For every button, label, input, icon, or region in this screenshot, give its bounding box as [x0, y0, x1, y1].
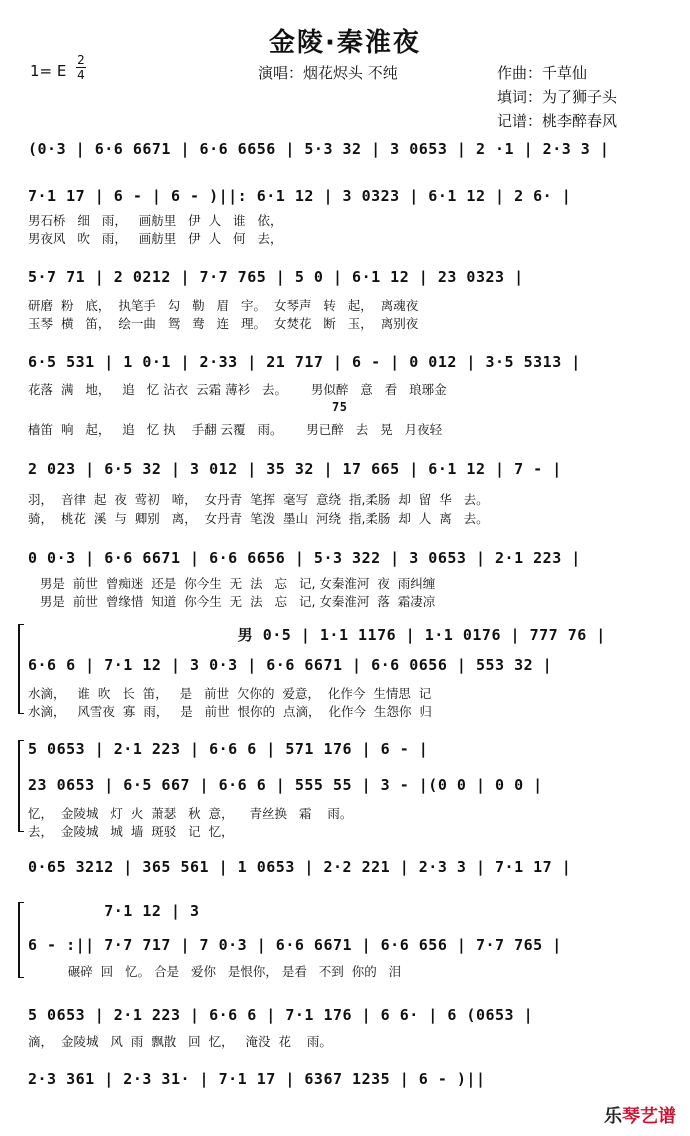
- lyric-line: 樯笛 响 起， 追 忆 执 手翻 云覆 雨。 男已醉 去 晃 月夜轻: [28, 422, 443, 437]
- transcriber-credit: 记谱：桃李醉春风: [497, 112, 618, 130]
- lyric-line: 忆， 金陵城 灯 火 萧瑟 秋 意， 青丝换 霜 雨。: [28, 806, 353, 821]
- lyric-line: 男夜风 吹 雨， 画舫里 伊 人 何 去，: [28, 231, 283, 246]
- notation-line: 5 0653 | 2·1 223 | 6·6 6 | 7·1 176 | 6 6· | 6 (0653 |: [28, 1006, 534, 1024]
- time-sig-top: 2: [77, 53, 85, 67]
- lyric-line: 水滴， 风雪夜 寡 雨， 是 前世 恨你的 点滴， 化作今 生怨你 归: [28, 704, 432, 719]
- notation-line: 2·3 361 | 2·3 31· | 7·1 17 | 6367 1235 | 6 - )||: [28, 1070, 486, 1088]
- lyricist-credit: 填词：为了狮子头: [497, 88, 618, 106]
- key-signature: 1= E: [30, 62, 67, 80]
- notation-line-upper: 5 0653 | 2·1 223 | 6·6 6 | 571 176 | 6 - |: [28, 740, 429, 758]
- lyric-line: 碾碎 回 忆。 合是 爱你 是恨你， 是看 不到 你的 泪: [28, 964, 402, 979]
- time-signature: [76, 54, 86, 81]
- lyric-line: 羽， 音律 起 夜 莺初 啼， 女丹青 笔挥 毫写 意绕 指,柔肠 却 留 华 去。: [28, 492, 489, 507]
- lyric-line: 滴， 金陵城 风 雨 飘散 回 忆， 淹没 花 雨。: [28, 1034, 332, 1049]
- notation-line-upper: 男 0·5 | 1·1 1176 | 1·1 0176 | 777 76 |: [28, 626, 606, 644]
- staff-brace: [18, 902, 24, 978]
- notation-line: 23 0653 | 6·5 667 | 6·6 6 | 555 55 | 3 - |(0 0 | 0 0 |: [28, 776, 543, 794]
- singer-credit: 演唱：烟花烬头 不纯: [258, 64, 398, 82]
- staff-brace: [18, 624, 24, 714]
- composer-credit: 作曲：千草仙: [497, 64, 588, 82]
- lyric-line: 水滴， 谁 吹 长 笛， 是 前世 欠你的 爱意， 化作今 生情思 记: [28, 686, 432, 701]
- staff-brace: [18, 740, 24, 832]
- notation-line: 6 - :|| 7·7 717 | 7 0·3 | 6·6 6671 | 6·6 656 | 7·7 765 |: [28, 936, 562, 954]
- alt-notes: 75: [332, 400, 348, 414]
- notation-line: 2 023 | 6·5 32 | 3 012 | 35 32 | 17 665 | 6·1 12 | 7 - |: [28, 460, 562, 478]
- lyric-line: 去， 金陵城 城 墙 斑驳 记 忆，: [28, 824, 234, 839]
- time-sig-bottom: 4: [77, 68, 85, 82]
- watermark-brand: 琴艺谱: [622, 1106, 676, 1127]
- notation-line: 0 0·3 | 6·6 6671 | 6·6 6656 | 5·3 322 | 3 0653 | 2·1 223 |: [28, 549, 581, 567]
- notation-line-upper: 7·1 12 | 3: [28, 902, 200, 920]
- lyric-line: 骑， 桃花 溪 与 卿别 离， 女丹青 笔泼 墨山 河绕 指,柔肠 却 人 离 去。: [28, 511, 489, 526]
- lyric-line: 研磨 粉 底， 执笔手 勾 勒 眉 宇。 女琴声 转 起， 离魂夜: [28, 298, 419, 313]
- lyric-line: 男是 前世 曾缘惜 知道 你今生 无 法 忘 记, 女秦淮河 落 霜凄凉: [28, 594, 436, 609]
- notation-line: 5·7 71 | 2 0212 | 7·7 765 | 5 0 | 6·1 12 | 23 0323 |: [28, 268, 524, 286]
- notation-line: (0·3 | 6·6 6671 | 6·6 6656 | 5·3 32 | 3 0653 | 2 ·1 | 2·3 3 |: [28, 140, 610, 158]
- watermark: [604, 1102, 676, 1128]
- notation-line: 0·65 3212 | 365 561 | 1 0653 | 2·2 221 | 2·3 3 | 7·1 17 |: [28, 858, 572, 876]
- lyric-line: 玉琴 横 笛， 绘一曲 鸳 鸯 连 理。 女焚花 断 玉， 离别夜: [28, 316, 419, 331]
- notation-line: 6·5 531 | 1 0·1 | 2·33 | 21 717 | 6 - | 0 012 | 3·5 5313 |: [28, 353, 581, 371]
- lyric-line: 男石桥 细 雨， 画舫里 伊 人 谁 依，: [28, 213, 283, 228]
- notation-line: 7·1 17 | 6 - | 6 - )||: 6·1 12 | 3 0323 | 6·1 12 | 2 6· |: [28, 187, 572, 205]
- watermark-logo-icon: 乐: [604, 1106, 622, 1127]
- score-title: 金陵·秦淮夜: [269, 28, 421, 58]
- notation-line: 6·6 6 | 7·1 12 | 3 0·3 | 6·6 6671 | 6·6 0656 | 553 32 |: [28, 656, 553, 674]
- lyric-line: 花落 满 地， 追 忆 沾衣 云霜 薄衫 去。 男似醉 意 看 琅琊金: [28, 382, 447, 397]
- lyric-line: 男是 前世 曾痴迷 还是 你今生 无 法 忘 记, 女秦淮河 夜 雨纠缠: [28, 576, 436, 591]
